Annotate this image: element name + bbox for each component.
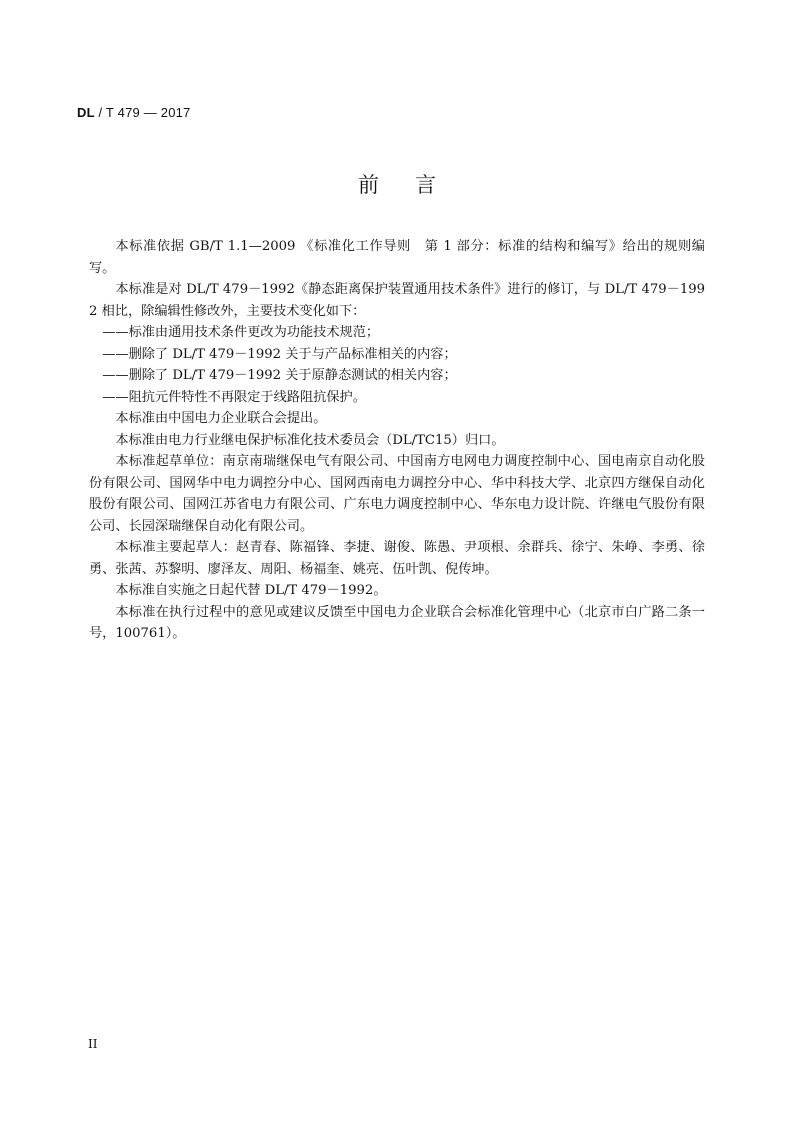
standard-prefix: DL [77, 105, 95, 120]
page-number: II [88, 1037, 98, 1051]
standard-number: / T 479 — 2017 [94, 105, 191, 120]
change-item: ——删除了 DL/T 479－1992 关于与产品标准相关的内容； [102, 346, 457, 362]
change-item: ——阻抗元件特性不再限定于线路阻抗保护。 [102, 389, 366, 405]
paragraph-drafting-rules: 本标准依据 GB/T 1.1—2009 《标准化工作导则 第 1 部分：标准的结构和编写》给出的规则编写。 [89, 239, 705, 276]
paragraph-revision-intro: 本标准是对 DL/T 479－1992《静态距离保护装置通用技术条件》进行的修订，与 DL/T 479－1992 相比，除编辑性修改外，主要技术变化如下： [89, 282, 705, 319]
standard-code-header [77, 104, 191, 122]
paragraph-committee: 本标准由电力行业继电保护标准化技术委员会（DL/TC15）归口。 [115, 432, 505, 448]
paragraph-drafters: 本标准主要起草人：赵青春、陈福锋、李捷、谢俊、陈愚、尹项根、余群兵、徐宁、朱峥、李勇、徐勇、张茜、苏黎明、廖泽友、周阳、杨福奎、姚亮、伍叶凯、倪传坤。 [89, 540, 705, 577]
paragraph-drafting-units: 本标准起草单位：南京南瑞继保电气有限公司、中国南方电网电力调度控制中心、国电南京自动化股份有限公司、国网华中电力调控分中心、国网西南电力调控分中心、华中科技大学、北京四方继保自动化股份有限公司、国网江苏省电力有限公司、广东电力调度控制中心、华东电力设计院、许继电气股份有限公司、长园深瑞继保自动化有限公司。 [89, 454, 705, 534]
change-item: ——标准由通用技术条件更改为功能技术规范； [102, 325, 380, 340]
foreword-body [89, 236, 705, 645]
paragraph-replacement: 本标准自实施之日起代替 DL/T 479－1992。 [115, 583, 387, 598]
paragraph-proposer: 本标准由中国电力企业联合会提出。 [115, 411, 327, 426]
page-title: 前言 [358, 173, 472, 197]
change-item: ——删除了 DL/T 479－1992 关于原静态测试的相关内容； [102, 368, 457, 383]
paragraph-feedback: 本标准在执行过程中的意见或建议反馈至中国电力企业联合会标准化管理中心（北京市白广路二条一号，100761）。 [89, 604, 705, 641]
